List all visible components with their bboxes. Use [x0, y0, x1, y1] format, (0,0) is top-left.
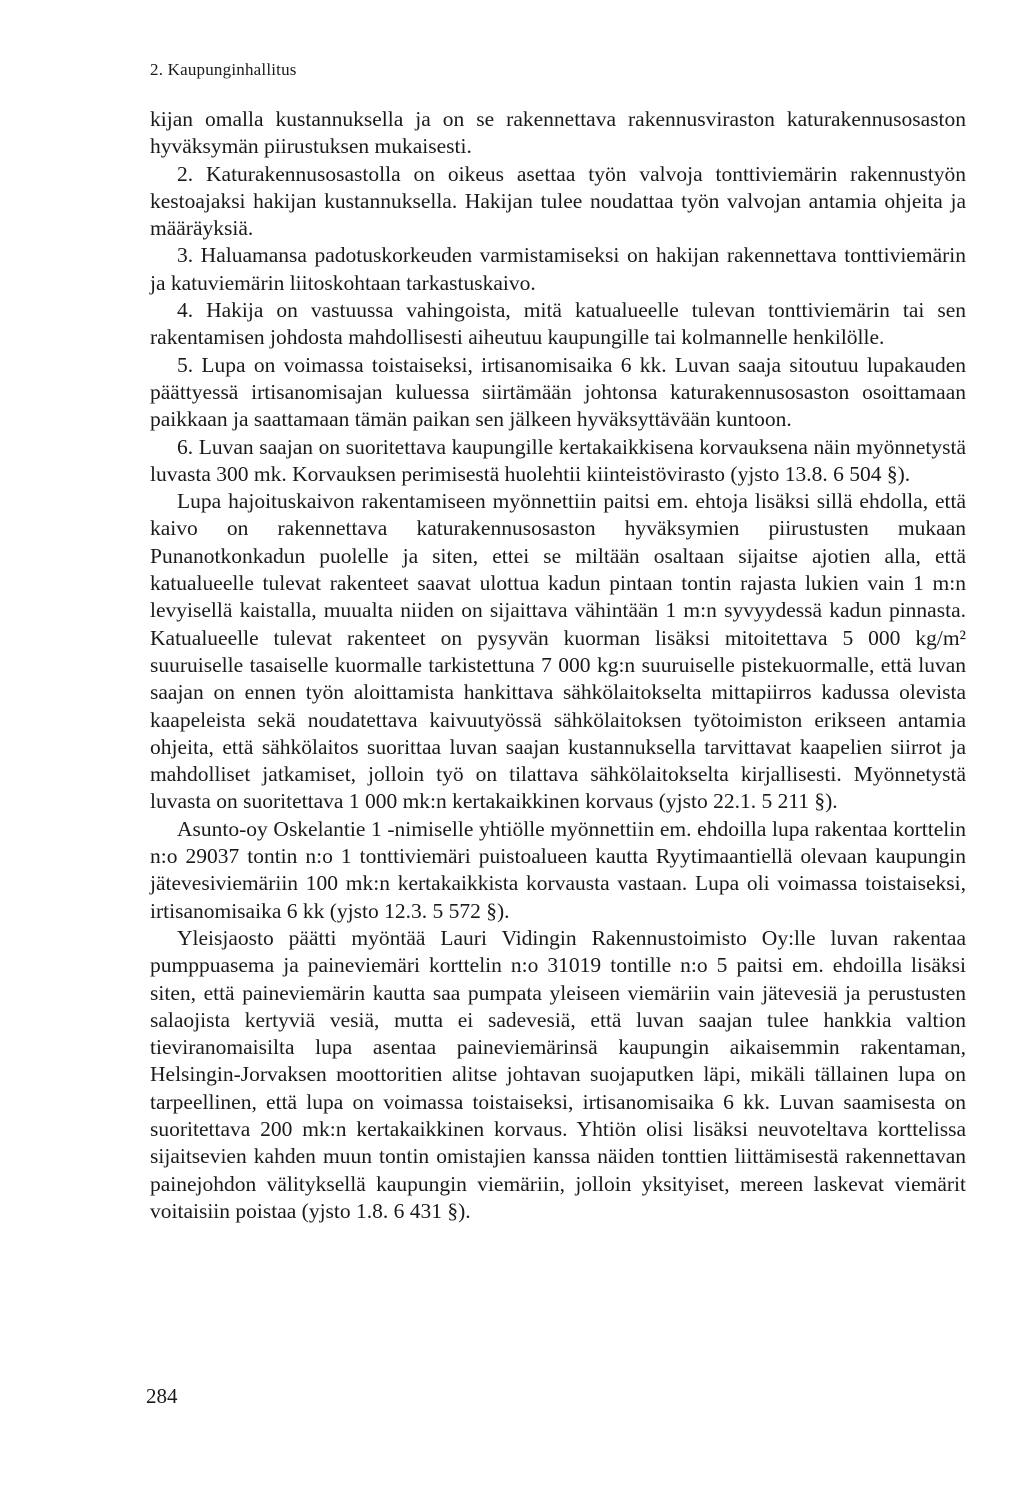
running-header: 2. Kaupunginhallitus [150, 60, 297, 79]
page-number: 284 [146, 1384, 178, 1408]
paragraph-yleisjaosto: Yleisjaosto päätti myöntää Lauri Vidingin Rakennustoimisto Oy:lle luvan rakentaa pumppuasema ja paineviemäri korttelin n:o 31019 tontille n:o 5 paitsi em. ehdoilla lisäksi siten, että paineviemärin kautta saa pumpata yleiseen viemäriin vain jätevesiä ja perustusten salaojista kertyviä vesiä, mutta ei sadevesiä, että luvan saajan tulee hankkia valtion tieviranomaisilta lupa asentaa paineviemärinsä kaupungin aikaisemmin rakentaman, Helsingin-Jorvaksen moottoritien alitse johtavan suojaputken läpi, mikäli tällainen lupa on tarpeellinen, että lupa on voimassa toistaiseksi, irtisanomisaika 6 kk. Luvan saamisesta on suoritettava 200 mk:n kertakaikkinen korvaus. Yhtiön olisi lisäksi neuvoteltava korttelissa sijaitsevien kahden muun tontin omistajien kanssa näiden tonttien liittämisestä rakennettavan painejohdon välityksellä kaupungin viemäriin, jolloin yksityiset, mereen laskevat viemärit voitaisiin poistaa (yjsto 1.8. 6 431 §). [150, 925, 966, 1223]
paragraph-oskelantie: Asunto-oy Oskelantie 1 -nimiselle yhtiölle myönnettiin em. ehdoilla lupa rakentaa korttelin n:o 29037 tontin n:o 1 tonttiviemäri puistoalueen kautta Ryytimaantiellä olevaan kaupungin jätevesiviemäriin 100 mk:n kertakaikkista korvausta vastaan. Lupa oli voimassa toistaiseksi, irtisanomisaika 6 kk (yjsto 12.3. 5 572 §). [150, 816, 966, 923]
paragraph-condition-3: 3. Haluamansa padotuskorkeuden varmistamiseksi on hakijan rakennettava tonttiviemärin ja katuviemärin liitoskohtaan tarkastuskaivo. [150, 243, 966, 295]
paragraph-condition-4: 4. Hakija on vastuussa vahingoista, mitä katualueelle tulevan tonttiviemärin tai sen rakentamisen johdosta mahdollisesti aiheutuu kaupungille tai kolmannelle henkilölle. [150, 298, 966, 350]
paragraph-condition-2: 2. Katurakennusosastolla on oikeus asettaa työn valvoja tonttiviemärin rakennustyön kestoajaksi hakijan kustannuksella. Hakijan tulee noudattaa työn valvojan antamia ohjeita ja määräyksiä. [150, 161, 966, 241]
paragraph-continuation: kijan omalla kustannuksella ja on se rakennettava rakennusviraston katurakennusosaston hyväksymän piirustuksen mukaisesti. [150, 107, 966, 159]
paragraph-condition-5: 5. Lupa on voimassa toistaiseksi, irtisanomisaika 6 kk. Luvan saaja sitoutuu lupakauden päättyessä irtisanomisajan kuluessa siirtämään johtonsa katurakennusosaston osoittamaan paikkaan ja saattamaan tämän paikan sen jälkeen hyväksyttävään kuntoon. [150, 352, 966, 432]
paragraph-condition-6: 6. Luvan saajan on suoritettava kaupungille kertakaikkisena korvauksena näin myönnetystä luvasta 300 mk. Korvauksen perimisestä huolehtii kiinteistövirasto (yjsto 13.8. 6 504 §). [150, 434, 966, 486]
body-text [150, 106, 966, 1225]
paragraph-hajoituskaivo: Lupa hajoituskaivon rakentamiseen myönnettiin paitsi em. ehtoja lisäksi sillä ehdolla, että kaivo on rakennettava katurakennusosaston hyväksymien piirustusten mukaan Punanotkonkadun puolelle ja siten, ettei se miltään osaltaan sijaitse ajotien alla, että katualueelle tulevat rakenteet saavat ulottua kadun pintaan tontin rajasta lukien vain 1 m:n levyisellä kaistalla, muualta niiden on sijaittava vähintään 1 m:n syvyydessä kadun pinnasta. Katualueelle tulevat rakenteet on pysyvän kuorman lisäksi mitoitettava 5 000 kg/m² suuruiselle tasaiselle kuormalle tarkistettuna 7 000 kg:n suuruiselle pistekuormalle, että luvan saajan on ennen työn aloittamista hankittava sähkölaitokselta mittapiirros kadussa olevista kaapeleista sekä noudatettava kaivuutyössä sähkölaitoksen työtoimiston erikseen antamia ohjeita, että sähkölaitos suorittaa luvan saajan kustannuksella tarvittavat kaapelien siirrot ja mahdolliset jatkamiset, jolloin työ on tilattava sähkölaitokselta kirjallisesti. Myönnetystä luvasta on suoritettava 1 000 mk:n kertakaikkinen korvaus (yjsto 22.1. 5 211 §). [150, 489, 966, 814]
document-page [150, 58, 966, 1225]
